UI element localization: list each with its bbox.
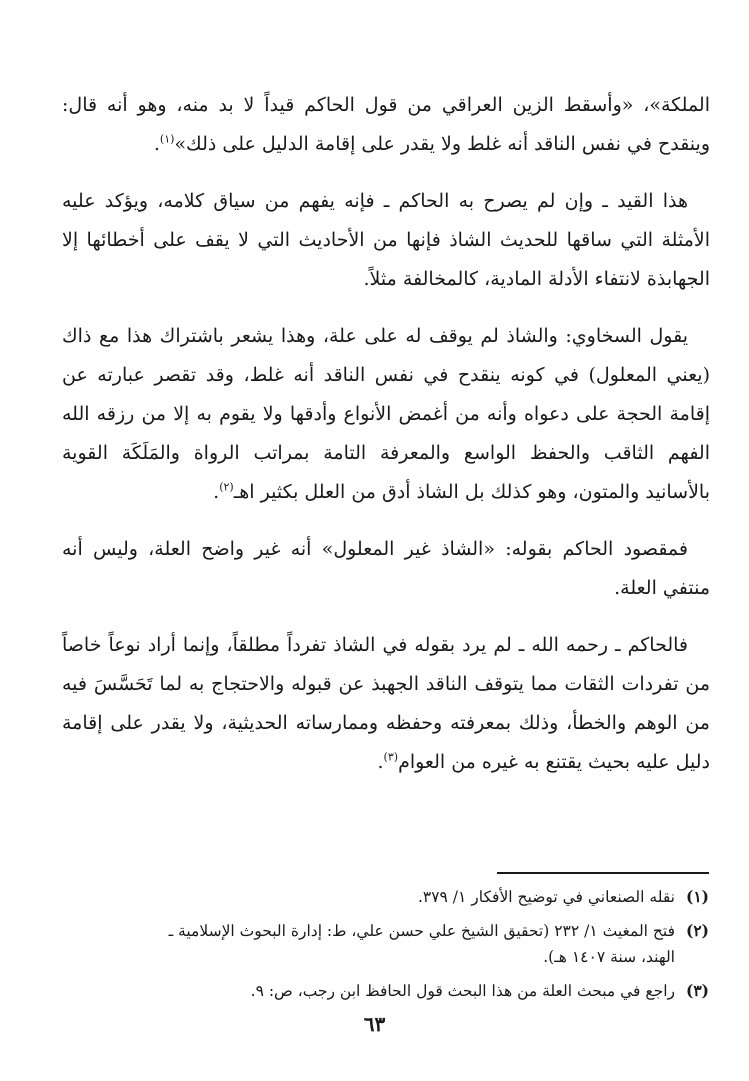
paragraph-4-tail: . xyxy=(614,577,621,599)
footnotes xyxy=(150,884,709,1012)
footnote-1-number: (١) xyxy=(685,887,709,906)
paragraph-3-tail: . xyxy=(213,481,220,503)
footnote-2 xyxy=(150,918,709,970)
footnote-3 xyxy=(150,978,709,1004)
footnote-2-text: فتح المغيث ١/ ٢٣٢ (تحقيق الشيخ علي حسن علي، ط: إدارة البحوث الإسلامية ـ الهند، سنة ١٤٠٧ هـ). xyxy=(168,922,675,966)
footnote-3-text: راجع في مبحث العلة من هذا البحث قول الحافظ ابن رجب، ص: ٩. xyxy=(250,982,675,1000)
paragraph-4 xyxy=(62,530,710,608)
footnote-3-number: (٣) xyxy=(685,981,709,1000)
paragraph-4-text: فمقصود الحاكم بقوله: «الشاذ غير المعلول» أنه غير واضح العلة، وليس أنه منتفي العلة xyxy=(62,538,710,599)
footnote-2-number: (٢) xyxy=(685,921,709,940)
paragraph-5-text: فالحاكم ـ رحمه الله ـ لم يرد بقوله في الشاذ تفرداً مطلقاً، وإنما أراد نوعاً خاصاً من تفردات الثقات مما يتوقف الناقد الجهبذ عن قبوله والاحتجاج به لما تَحَسَّسَ فيه من الوهم والخطأ، وذلك بمعرفته وحفظه وممارساته الحديثية، ولا يقدر على إقامة دليل عليه بحيث يقتنع به غيره من العوام xyxy=(62,634,710,773)
paragraph-2-tail: . xyxy=(363,268,370,290)
footnote-ref-3: (٣) xyxy=(383,750,399,764)
paragraph-2-text: هذا القيد ـ وإن لم يصرح به الحاكم ـ فإنه يفهم من سياق كلامه، ويؤكد عليه الأمثلة التي ساقها للحديث الشاذ فإنها من الأحاديث التي لا يقف على أخطائها إلا الجهابذة لانتفاء الأدلة المادية، كالمخالفة مثلاً xyxy=(62,190,710,290)
paragraph-2 xyxy=(62,182,710,299)
footnote-ref-2: (٢) xyxy=(219,480,234,494)
paragraph-1-tail: . xyxy=(153,133,160,155)
paragraph-1-text: الملكة»، «وأسقط الزين العراقي من قول الحاكم قيداً لا بد منه، وهو أنه قال: وينقدح في نفس الناقد أنه غلط ولا يقدر على إقامة الدليل على ذلك» xyxy=(62,94,710,155)
footnote-ref-1: (١) xyxy=(159,132,175,146)
paragraph-3-text: يقول السخاوي: والشاذ لم يوقف له على علة، وهذا يشعر باشتراك هذا مع ذاك (يعني المعلول) في كونه ينقدح في نفس الناقد أنه غلط، وقد تقصر عبارته عن إقامة الحجة على دعواه وأنه من أغمض الأنواع وأدقها ولا يقوم به إلا من رزقه الله الفهم الثاقب والحفظ الواسع والمعرفة التامة بمراتب الرواة والمَلَكَة القوية بالأسانيد والمتون، وهو كذلك بل الشاذ أدق من العلل بكثير اهـ xyxy=(62,325,710,503)
main-text xyxy=(62,86,710,800)
paragraph-5-tail: . xyxy=(377,751,384,773)
footnote-1-text: نقله الصنعاني في توضيح الأفكار ١/ ٣٧٩. xyxy=(417,888,675,906)
paragraph-1 xyxy=(62,86,710,164)
paragraph-5 xyxy=(62,626,710,782)
page-number: ٦٣ xyxy=(363,1012,386,1036)
footnote-divider xyxy=(497,872,709,874)
footnote-1 xyxy=(150,884,709,910)
paragraph-3 xyxy=(62,317,710,512)
